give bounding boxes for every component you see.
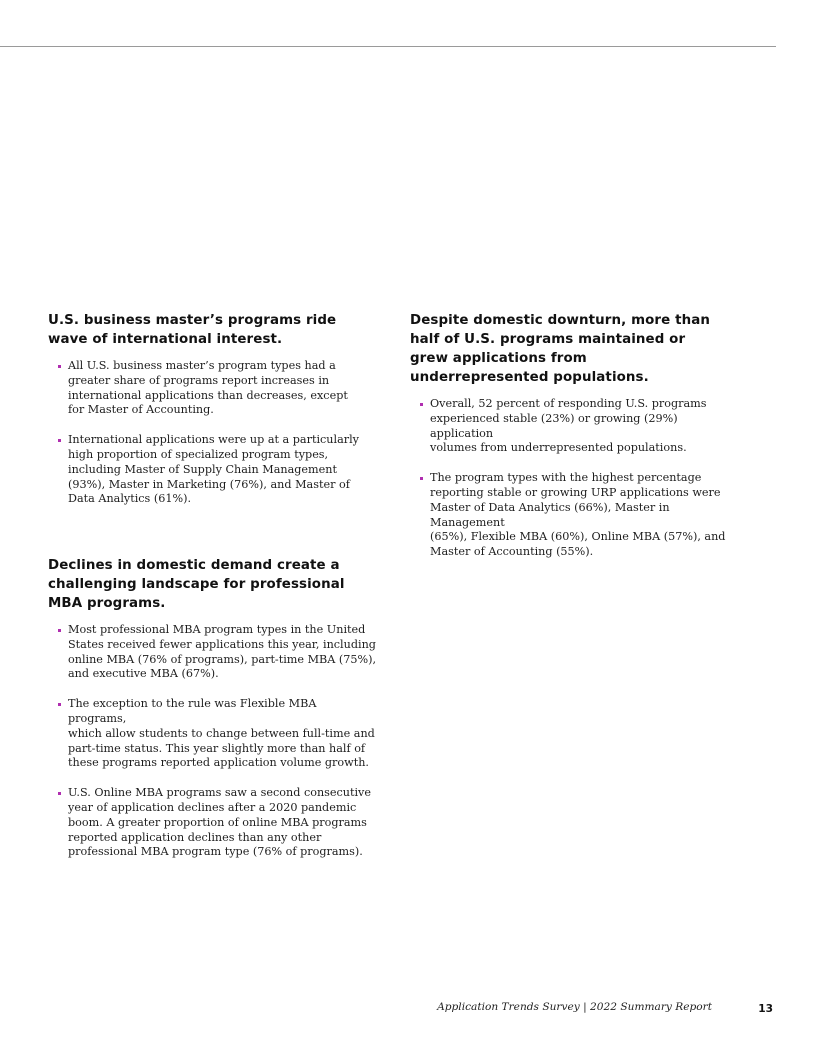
bullet-line: international applications than decreases, except	[68, 388, 348, 402]
bullet-line: these programs reported application volume growth.	[68, 756, 369, 770]
header-rule	[0, 46, 776, 47]
bullet-list	[410, 397, 740, 560]
section-heading	[410, 311, 740, 387]
bullet-line: U.S. Online MBA programs saw a second consecutive	[68, 786, 372, 800]
bullet-list	[48, 359, 378, 507]
heading-line: grew applications from	[410, 351, 587, 366]
bullet-square-icon	[58, 703, 61, 706]
bullet-item	[430, 397, 740, 456]
bullet-line: high proportion of specialized program types,	[68, 447, 329, 461]
bullet-square-icon	[58, 792, 61, 795]
bullet-line: Overall, 52 percent of responding U.S. programs	[430, 397, 707, 410]
bullet-line: experienced stable (23%) or growing (29%) application	[430, 411, 678, 440]
heading-line: MBA programs.	[48, 596, 166, 611]
heading-line: U.S. business master’s programs ride	[48, 313, 337, 328]
section-underrepresented-populations	[410, 311, 740, 575]
heading-line: challenging landscape for professional	[48, 577, 345, 592]
bullet-line: All U.S. business master’s program types had a	[68, 359, 336, 372]
bullet-line: which allow students to change between full-time and	[68, 726, 375, 740]
bullet-line: greater share of programs report increases in	[68, 373, 330, 387]
heading-line: underrepresented populations.	[410, 370, 649, 385]
bullet-item	[68, 433, 378, 507]
bullet-line: The program types with the highest percentage	[430, 471, 702, 485]
bullet-line: International applications were up at a particularly	[68, 433, 359, 447]
section-heading	[48, 311, 378, 349]
bullet-line: online MBA (76% of programs), part-time MBA (75%),	[68, 652, 377, 666]
bullet-line: volumes from underrepresented populations.	[430, 441, 687, 455]
heading-line: wave of international interest.	[48, 332, 283, 347]
bullet-line: Master of Data Analytics (66%), Master in Management	[430, 500, 670, 529]
bullet-line: (65%), Flexible MBA (60%), Online MBA (57%), and	[430, 530, 726, 544]
heading-line: Declines in domestic demand create a	[48, 558, 340, 573]
footer-report-title: Application Trends Survey | 2022 Summary Report	[437, 1001, 712, 1013]
bullet-line: Master of Accounting (55%).	[430, 545, 594, 559]
bullet-line: part-time status. This year slightly more than half of	[68, 741, 366, 755]
bullet-line: boom. A greater proportion of online MBA programs	[68, 815, 367, 829]
bullet-line: Data Analytics (61%).	[68, 492, 192, 506]
heading-line: half of U.S. programs maintained or	[410, 332, 686, 347]
bullet-item	[68, 786, 378, 860]
section-heading	[48, 556, 378, 613]
heading-line: Despite domestic downturn, more than	[410, 313, 710, 328]
bullet-line: professional MBA program type (76% of programs).	[68, 845, 363, 859]
bullet-square-icon	[58, 439, 61, 442]
section-domestic-demand	[48, 556, 378, 875]
bullet-line: year of application declines after a 2020 pandemic	[68, 800, 357, 814]
bullet-item	[68, 697, 378, 771]
page-number: 13	[758, 1003, 773, 1015]
bullet-item	[68, 359, 378, 418]
page-footer	[0, 1001, 816, 1021]
bullet-line: The exception to the rule was Flexible MBA programs,	[68, 697, 317, 725]
bullet-line: (93%), Master in Marketing (76%), and Master of	[68, 477, 350, 491]
section-international-interest	[48, 311, 378, 522]
bullet-line: Most professional MBA program types in the United	[68, 623, 366, 636]
bullet-square-icon	[420, 477, 423, 480]
bullet-list	[48, 623, 378, 860]
bullet-line: including Master of Supply Chain Management	[68, 462, 337, 476]
bullet-square-icon	[58, 629, 61, 632]
bullet-square-icon	[58, 365, 61, 368]
bullet-square-icon	[420, 403, 423, 406]
bullet-item	[430, 471, 740, 560]
bullet-line: and executive MBA (67%).	[68, 667, 219, 681]
bullet-item	[68, 623, 378, 682]
bullet-line: States received fewer applications this year, including	[68, 637, 376, 651]
bullet-line: reported application declines than any other	[68, 830, 322, 844]
bullet-line: for Master of Accounting.	[68, 403, 214, 417]
bullet-line: reporting stable or growing URP applications were	[430, 485, 721, 499]
